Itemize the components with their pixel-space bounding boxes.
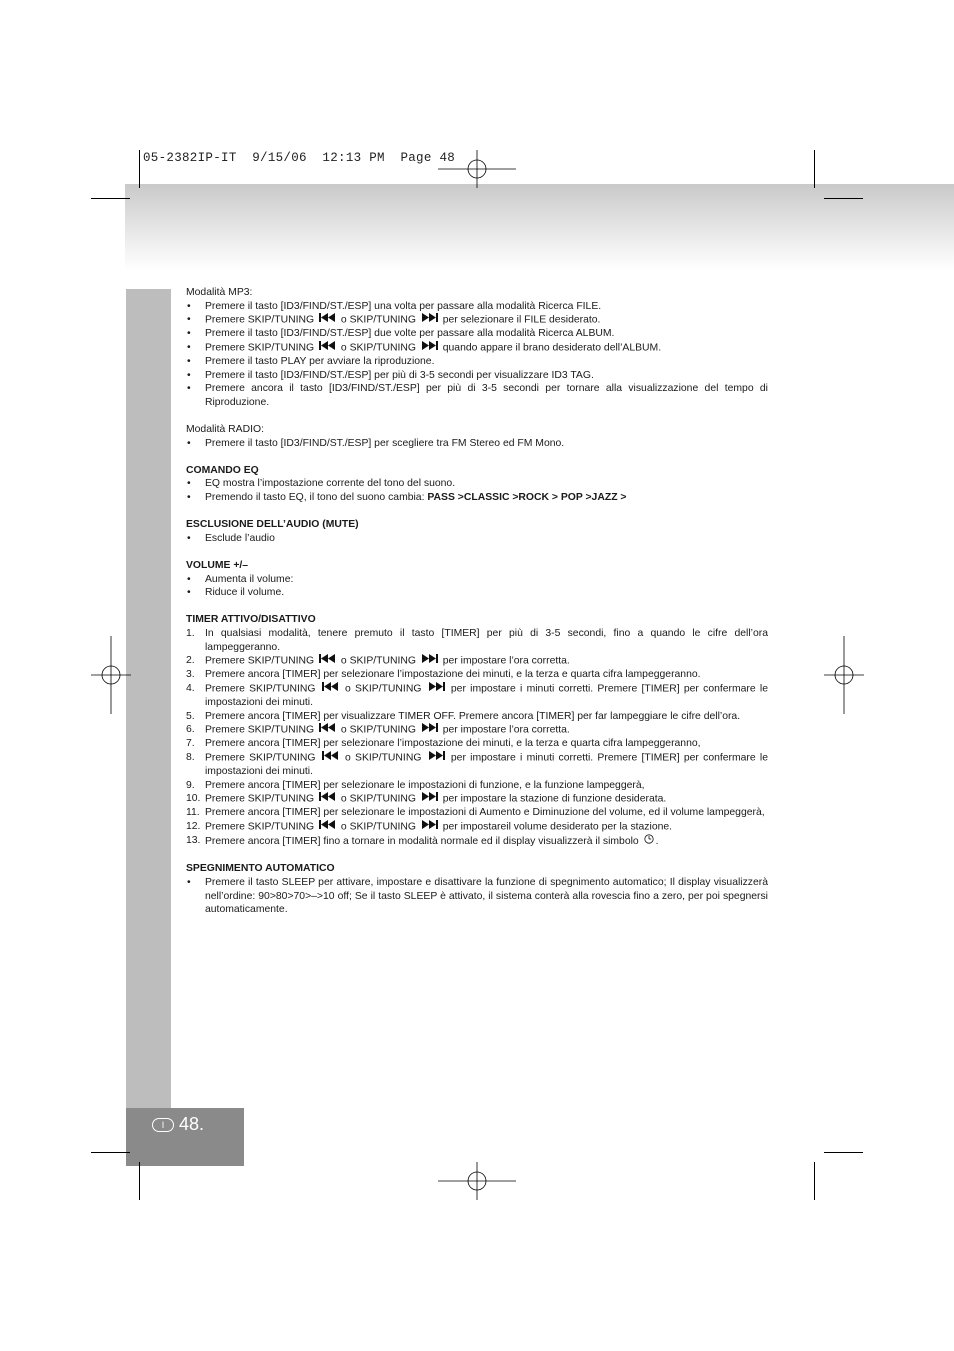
registration-mark-icon [438,150,516,188]
bullet: • [187,328,191,340]
crop-mark [824,198,863,199]
bullet: • [187,437,191,449]
skip-forward-icon [421,341,438,355]
mute-heading: ESCLUSIONE DELL’AUDIO (MUTE) [186,519,359,531]
registration-mark-icon [438,1162,516,1200]
page-number [152,1114,204,1135]
list-item: • Premere il tasto PLAY per avviare la riproduzione. [187,356,435,368]
skip-forward-icon [421,792,438,806]
list-item: 8. Premere SKIP/TUNING o SKIP/TUNING per impostare i minuti corretti. Premere [TIMER] per confermare le impostazioni dei minuti. [186,751,769,778]
list-item: • Premere il tasto [ID3/FIND/ST./ESP] per più di 3-5 secondi per visualizzare ID3 TAG. [187,369,594,381]
eq-heading: COMANDO EQ [186,464,259,476]
bullet: • [187,587,191,599]
list-item: • Premere il tasto [ID3/FIND/ST./ESP] due volte per passare alla modalità Ricerca ALBUM. [187,328,615,340]
print-slug: 05-2382IP-IT 9/15/06 12:13 PM Page 48 [143,151,456,165]
eq-list [186,477,768,504]
list-item: • Aumenta il volume: [187,573,294,585]
header-gradient-band [125,184,954,270]
crop-mark [139,1162,140,1200]
skip-back-icon [319,654,336,668]
list-item: • Premere il tasto [ID3/FIND/ST./ESP] per scegliere tra FM Stereo ed FM Mono. [187,437,565,449]
skip-forward-icon [428,682,445,696]
bullet: • [187,369,191,381]
list-item: 7. Premere ancora [TIMER] per selezionare l’impostazione dei minuti, e la terza e quarta cifra lampeggeranno, [186,738,701,750]
skip-forward-icon [421,723,438,737]
bullet: • [187,573,191,585]
crop-mark [91,1152,130,1153]
list-item: 13. Premere ancora [TIMER] fino a tornare in modalità normale ed il display visualizzerà il simbolo . [186,835,659,848]
bullet: • [187,478,191,490]
skip-forward-icon [428,751,445,765]
list-item: • Premere il tasto [ID3/FIND/ST./ESP] una volta per passare alla modalità Ricerca FILE. [187,300,602,312]
skip-back-icon [319,792,336,806]
skip-back-icon [319,313,336,327]
bullet: • [187,876,191,888]
registration-mark-icon [824,636,864,714]
radio-mode-label: Modalità RADIO: [186,424,264,436]
side-bar [126,289,171,1109]
timer-list [186,627,768,849]
skip-back-icon [319,820,336,834]
bullet: • [187,383,191,395]
timer-heading: TIMER ATTIVO/DISATTIVO [186,614,316,626]
bullet: • [187,314,191,326]
skip-forward-icon [421,313,438,327]
list-item: • Premendo il tasto EQ, il tono del suono cambia: PASS >CLASSIC >ROCK > POP >JAZZ > [187,492,627,503]
list-item: • Premere SKIP/TUNING o SKIP/TUNING quando appare il brano desiderato dell’ALBUM. [187,341,662,354]
crop-mark [824,1152,863,1153]
registration-mark-icon [91,636,131,714]
list-item: 6. Premere SKIP/TUNING o SKIP/TUNING per impostare l’ora corretta. [186,724,570,736]
list-item: 10. Premere SKIP/TUNING o SKIP/TUNING per impostare la stazione di funzione desiderata. [186,793,667,805]
bullet: • [187,341,191,353]
clock-icon [644,834,654,849]
list-item: • EQ mostra l’impostazione corrente del tono del suono. [187,478,456,490]
page-number-text: 48. [179,1114,205,1134]
list-item: 2. Premere SKIP/TUNING o SKIP/TUNING per impostare l’ora corretta. [186,655,570,667]
skip-forward-icon [421,820,438,834]
list-item: • Premere il tasto SLEEP per attivare, impostare e disattivare la funzione di spegnimento automatico; Il display visualizzerà nell’ordine: 90>80>70>–>10 off; Se il tasto SLEEP è attivato, il sistema conterà alla rovescia fino a zero, per poi spegnersi automaticamente. [187,876,768,916]
list-item: 9. Premere ancora [TIMER] per selezionare le impostazioni di funzione, e la funzione lampeggerà, [186,779,645,791]
skip-back-icon [322,682,339,696]
volume-list [186,573,768,600]
crop-mark [814,150,815,188]
mute-list [186,532,768,546]
crop-mark [91,198,130,199]
volume-heading: VOLUME +/– [186,559,249,571]
list-item: 4. Premere SKIP/TUNING o SKIP/TUNING per impostare i minuti corretti. Premere [TIMER] per confermare le impostazioni dei minuti. [186,682,769,708]
skip-back-icon [322,751,339,765]
list-item: • Premere ancora il tasto [ID3/FIND/ST./ESP] per più di 3-5 secondi per tornare alla visualizzazione del tempo di Riproduzione. [187,383,768,408]
mp3-list [186,300,768,410]
skip-forward-icon [421,654,438,668]
mp3-mode-label: Modalità MP3: [186,287,253,298]
bullet: • [187,532,191,544]
list-item: • Premere SKIP/TUNING o SKIP/TUNING per selezionare il FILE desiderato. [187,314,601,326]
bullet: • [187,300,191,312]
list-item: 5. Premere ancora [TIMER] per visualizzare TIMER OFF. Premere ancora [TIMER] per far lampeggiare le cifre dell’ora. [186,710,741,722]
skip-back-icon [319,341,336,355]
page-content [186,286,768,917]
bullet: • [187,492,191,503]
list-item: • Esclude l’audio [187,532,275,544]
list-item: 11. Premere ancora [TIMER] per selezionare le impostazioni di Aumento e Diminuzione del volume, ed il volume lampeggerà, [186,807,765,819]
radio-list [186,437,768,451]
crop-mark [139,150,140,188]
sleep-heading: SPEGNIMENTO AUTOMATICO [186,863,335,875]
skip-back-icon [319,723,336,737]
list-item: • Riduce il volume. [187,587,285,599]
list-item: 1. In qualsiasi modalità, tenere premuto il tasto [TIMER] per più di 3-5 secondi, fino a quando le cifre dell’ora lampeggeranno. [186,627,768,653]
crop-mark [814,1162,815,1200]
sleep-list [186,876,768,917]
list-item: 12. Premere SKIP/TUNING o SKIP/TUNING per impostareil volume desiderato per la stazione. [186,820,673,833]
language-badge: I [152,1118,174,1132]
eq-sequence: PASS >CLASSIC >ROCK > POP >JAZZ > [427,492,627,503]
bullet: • [187,356,191,368]
list-item: 3. Premere ancora [TIMER] per selezionare l’impostazione dei minuti, e la terza e quarta cifra lampeggeranno. [186,669,701,681]
